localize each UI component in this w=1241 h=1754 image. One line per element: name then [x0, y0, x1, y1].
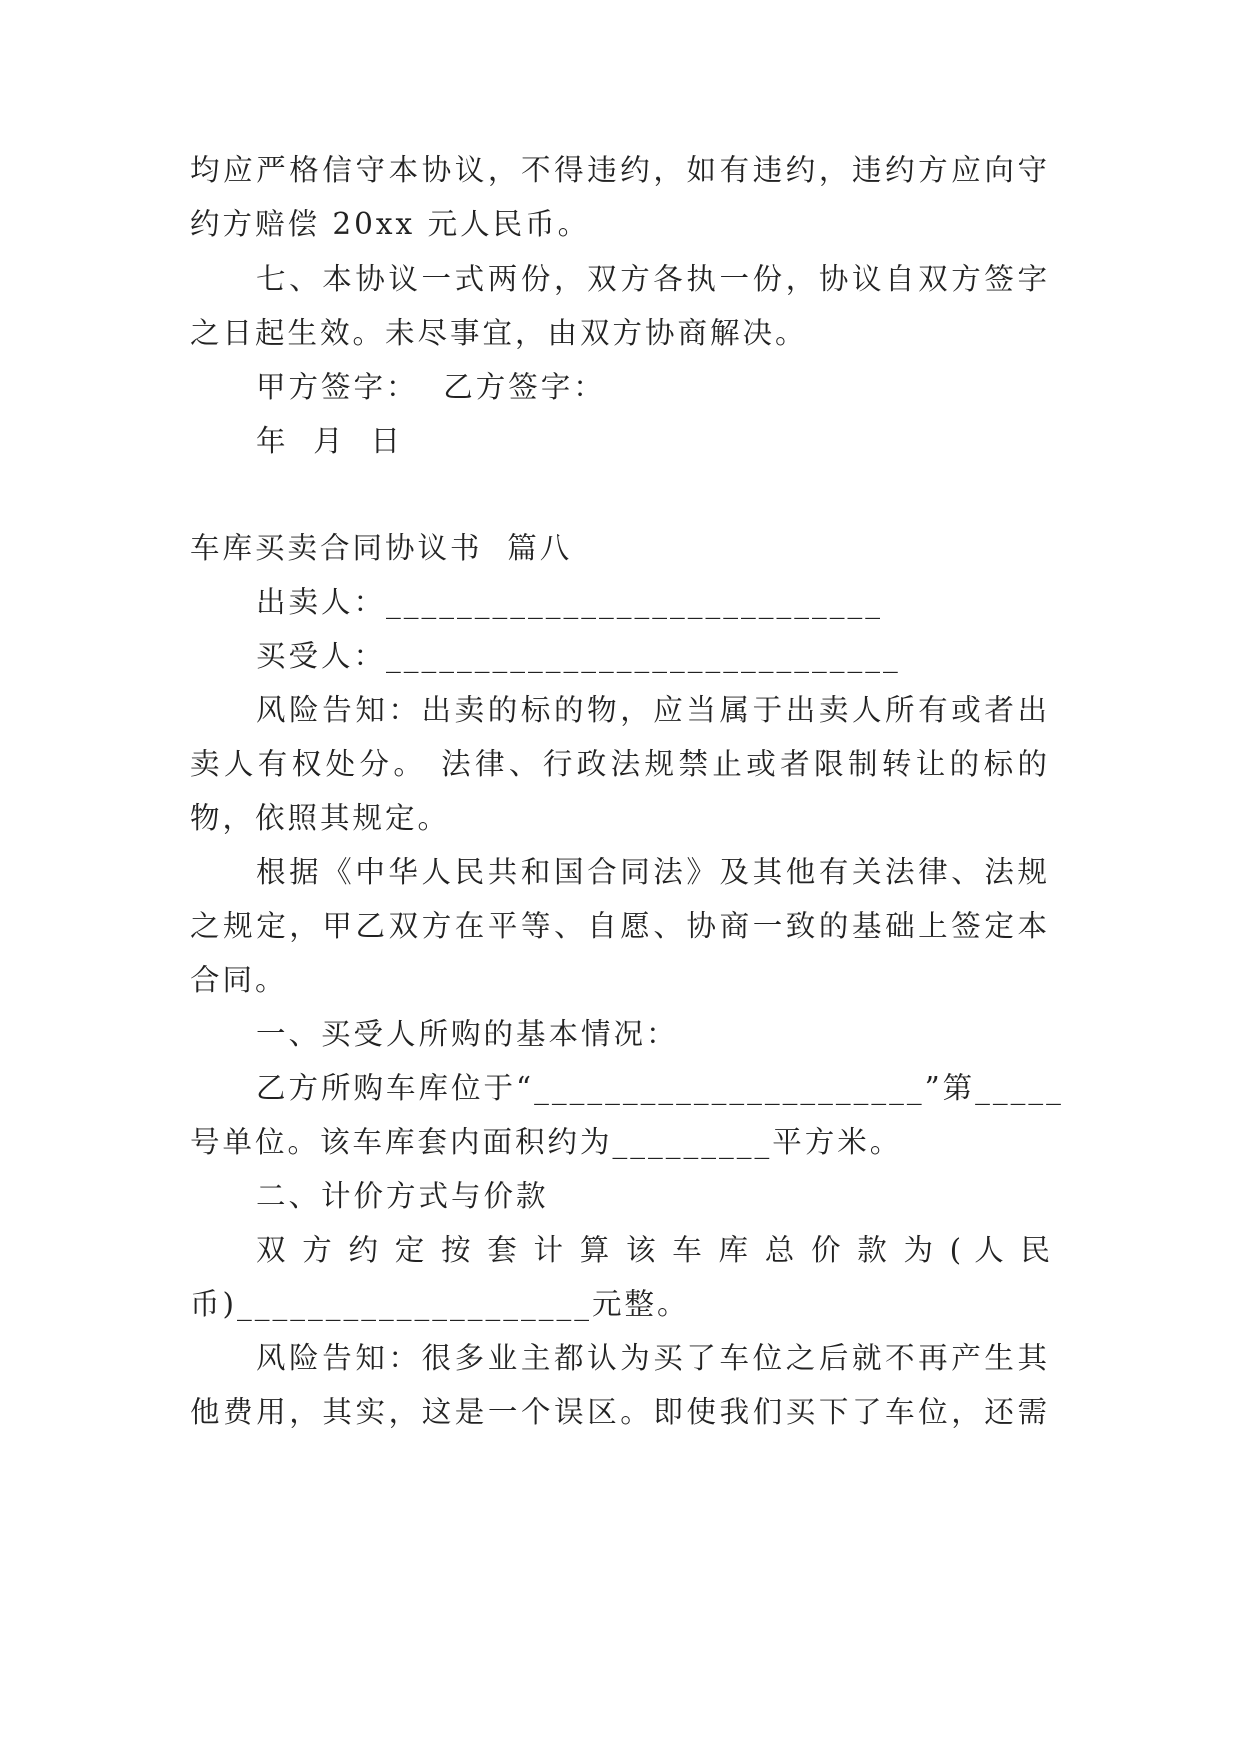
paragraph-line: 他费用，其实，这是一个误区。即使我们买下了车位，还需 — [190, 1395, 1050, 1429]
paragraph-line: 七、本协议一式两份，双方各执一份，协议自双方签字 — [256, 262, 1050, 296]
seller-field: 出卖人：____________________________ — [256, 585, 884, 619]
paragraph-line: 乙方所购车库位于“______________________”第_____ — [256, 1071, 1064, 1105]
date-line: 年 月 日 — [256, 424, 404, 458]
buyer-field: 买受人：_____________________________ — [256, 639, 901, 673]
paragraph-line: 风险告知：出卖的标的物，应当属于出卖人所有或者出 — [256, 693, 1050, 727]
paragraph-line: 币)____________________元整。 — [190, 1287, 690, 1321]
paragraph-line: 约方赔偿 20xx 元人民币。 — [190, 207, 591, 241]
clause-heading: 一、买受人所购的基本情况： — [256, 1017, 679, 1051]
paragraph-line: 号单位。该车库套内面积约为_________平方米。 — [190, 1125, 903, 1159]
paragraph-line: 物，依照其规定。 — [190, 801, 451, 835]
paragraph-line: 之日起生效。未尽事宜，由双方协商解决。 — [190, 316, 808, 350]
section-heading: 车库买卖合同协议书 篇八 — [190, 531, 573, 565]
paragraph-line: 根据《中华人民共和国合同法》及其他有关法律、法规 — [256, 855, 1050, 889]
signature-line: 甲方签字： 乙方签字： — [256, 370, 606, 404]
paragraph-line: 合同。 — [190, 963, 288, 997]
paragraph-line: 卖人有权处分。 法律、行政法规禁止或者限制转让的标的 — [190, 747, 1050, 781]
paragraph-line: 风险告知：很多业主都认为买了车位之后就不再产生其 — [256, 1341, 1050, 1375]
paragraph-line: 双 方 约 定 按 套 计 算 该 车 库 总 价 款 为 ( 人 民 — [256, 1233, 1050, 1267]
paragraph-line: 之规定，甲乙双方在平等、自愿、协商一致的基础上签定本 — [190, 909, 1050, 943]
clause-heading: 二、计价方式与价款 — [256, 1179, 549, 1213]
paragraph-line: 均应严格信守本协议，不得违约，如有违约，违约方应向守 — [190, 153, 1050, 187]
